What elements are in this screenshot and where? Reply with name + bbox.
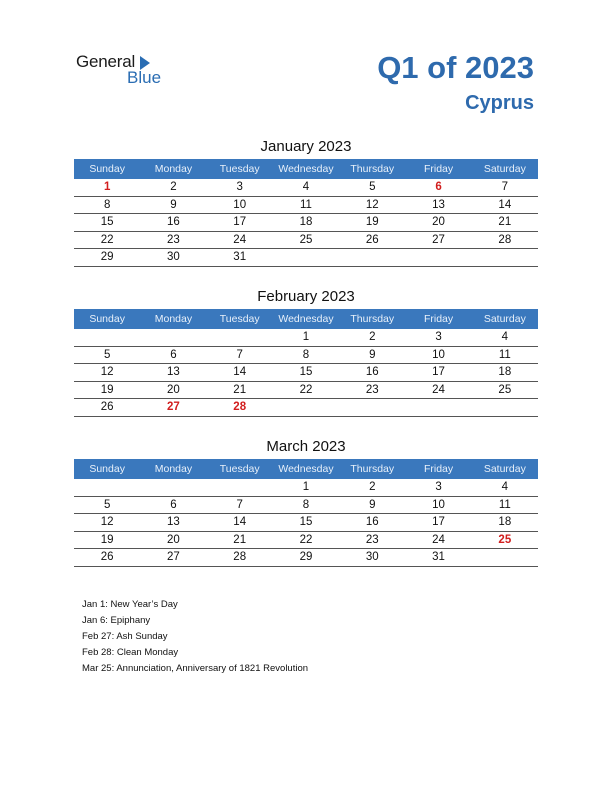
- holiday-note: Feb 27: Ash Sunday: [82, 631, 168, 642]
- day-cell: 26: [365, 233, 379, 246]
- holiday-day-cell: 28: [233, 401, 247, 413]
- day-cell: 19: [365, 216, 379, 228]
- day-cell: 9: [369, 498, 376, 511]
- day-cell: 7: [236, 498, 243, 511]
- day-cell: [339, 249, 405, 266]
- weekday-label: Tuesday: [219, 463, 260, 475]
- day-cell: 20: [167, 383, 180, 396]
- month-title: February 2023: [257, 288, 355, 305]
- week-row: [74, 532, 538, 550]
- day-cell: 5: [369, 181, 376, 193]
- day-cell: [405, 249, 471, 266]
- day-cell: 4: [302, 181, 310, 193]
- month-title: March 2023: [266, 438, 346, 455]
- week-row: [74, 399, 538, 417]
- day-cell: 17: [432, 516, 445, 528]
- week-row: [74, 179, 538, 197]
- day-cell: 9: [170, 198, 177, 211]
- day-cell: 15: [100, 216, 114, 228]
- weekday-label: Tuesday: [219, 313, 260, 325]
- day-cell: 2: [369, 481, 376, 493]
- day-cell: 4: [501, 331, 509, 343]
- day-cell: 8: [302, 348, 310, 361]
- holiday-notes: [82, 597, 308, 677]
- weekday-label: Monday: [154, 463, 193, 475]
- weekday-label: Thursday: [350, 163, 395, 175]
- weekday-header: [74, 159, 538, 179]
- week-row: [74, 197, 538, 215]
- logo-blue-text: Blue: [127, 68, 162, 87]
- day-cell: 2: [369, 331, 376, 343]
- day-cell: 21: [498, 216, 512, 228]
- day-cell: 27: [167, 551, 180, 563]
- day-cell: 12: [100, 516, 114, 528]
- holiday-note: Mar 25: Annunciation, Anniversary of 1821 Revolution: [82, 663, 309, 674]
- day-cell: 6: [170, 498, 177, 511]
- weekday-label: Monday: [154, 313, 193, 325]
- month-block: [74, 437, 538, 567]
- day-cell: 23: [365, 533, 379, 546]
- day-cell: 26: [100, 551, 114, 563]
- day-cell: 3: [435, 331, 442, 343]
- weekday-label: Monday: [154, 163, 193, 175]
- day-cell: 16: [365, 516, 379, 528]
- day-cell: 8: [103, 198, 111, 211]
- week-row: [74, 549, 538, 567]
- week-row: [74, 364, 538, 382]
- country-subtitle: Cyprus: [465, 92, 534, 114]
- day-cell: 9: [369, 348, 376, 361]
- week-row: [74, 249, 538, 267]
- day-cell: 20: [167, 533, 180, 546]
- day-cell: 3: [236, 181, 243, 193]
- day-cell: [472, 399, 538, 416]
- day-cell: 16: [365, 366, 379, 378]
- weekday-header: [74, 309, 538, 329]
- day-cell: 19: [100, 533, 114, 546]
- day-cell: 7: [501, 181, 509, 193]
- day-cell: [140, 329, 206, 346]
- day-cell: [339, 399, 405, 416]
- holiday-note: Jan 6: Epiphany: [82, 615, 151, 626]
- day-cell: 26: [100, 401, 114, 413]
- holiday-day-cell: 25: [498, 533, 512, 546]
- weekday-header: [74, 459, 538, 479]
- day-cell: 8: [302, 498, 310, 511]
- month-block: [74, 137, 538, 267]
- day-cell: 5: [103, 348, 111, 361]
- day-cell: 22: [299, 533, 313, 546]
- day-cell: 23: [167, 233, 180, 246]
- day-cell: 13: [432, 198, 445, 211]
- day-cell: 10: [432, 498, 445, 511]
- day-cell: [140, 479, 206, 496]
- day-cell: 30: [365, 551, 379, 563]
- day-cell: [472, 549, 538, 566]
- week-row: [74, 214, 538, 232]
- month-block: [74, 287, 538, 417]
- day-cell: 28: [498, 233, 512, 246]
- day-cell: 11: [498, 348, 511, 361]
- day-cell: [273, 249, 339, 266]
- day-cell: 12: [100, 366, 114, 378]
- day-cell: 30: [167, 251, 180, 263]
- weekday-label: Thursday: [350, 463, 395, 475]
- holiday-day-cell: 27: [167, 401, 180, 413]
- weekday-label: Friday: [423, 463, 454, 475]
- day-cell: 5: [103, 498, 111, 511]
- month-title: January 2023: [260, 138, 352, 155]
- weekday-label: Friday: [423, 163, 454, 175]
- weekday-label: Tuesday: [219, 163, 260, 175]
- weekday-label: Wednesday: [278, 463, 334, 475]
- day-cell: 31: [233, 251, 247, 263]
- day-cell: 24: [432, 533, 445, 546]
- day-cell: 18: [498, 516, 512, 528]
- day-cell: 22: [299, 383, 313, 396]
- day-cell: 27: [432, 233, 445, 246]
- week-row: [74, 329, 538, 347]
- holiday-note: Feb 28: Clean Monday: [82, 647, 179, 658]
- week-row: [74, 382, 538, 400]
- day-cell: 11: [300, 198, 312, 211]
- week-row: [74, 232, 538, 250]
- brand-logo: [76, 52, 176, 92]
- day-cell: 14: [233, 366, 247, 378]
- logo-general-text: General: [76, 52, 136, 71]
- day-cell: 23: [365, 383, 379, 396]
- week-row: [74, 479, 538, 497]
- day-cell: 29: [100, 251, 114, 263]
- weekday-label: Saturday: [483, 463, 526, 475]
- weekday-label: Sunday: [89, 313, 125, 325]
- day-cell: 4: [501, 481, 509, 493]
- day-cell: 21: [233, 383, 247, 396]
- holiday-day-cell: 6: [435, 181, 442, 193]
- weekday-label: Friday: [423, 313, 454, 325]
- holiday-note: Jan 1: New Year’s Day: [82, 599, 178, 610]
- day-cell: 7: [236, 348, 243, 361]
- day-cell: 6: [170, 348, 177, 361]
- page-title: Q1 of 2023: [377, 50, 534, 85]
- day-cell: 16: [167, 216, 180, 228]
- day-cell: 12: [365, 198, 379, 211]
- weekday-label: Sunday: [89, 163, 125, 175]
- week-row: [74, 514, 538, 532]
- day-cell: 28: [233, 551, 247, 563]
- day-cell: [74, 329, 140, 346]
- day-cell: [405, 399, 471, 416]
- day-cell: 29: [299, 551, 313, 563]
- day-cell: 11: [498, 498, 511, 511]
- day-cell: 3: [435, 481, 442, 493]
- day-cell: 1: [302, 331, 310, 343]
- week-row: [74, 347, 538, 365]
- day-cell: 31: [432, 551, 445, 563]
- day-cell: [472, 249, 538, 266]
- day-cell: 17: [233, 216, 247, 228]
- day-cell: 24: [233, 233, 247, 246]
- weekday-label: Thursday: [350, 313, 395, 325]
- day-cell: 19: [100, 383, 114, 396]
- day-cell: 18: [498, 366, 512, 378]
- holiday-day-cell: 1: [103, 181, 111, 193]
- day-cell: [273, 399, 339, 416]
- day-cell: 14: [233, 516, 247, 528]
- day-cell: 10: [432, 348, 445, 361]
- day-cell: 13: [167, 366, 180, 378]
- weekday-label: Saturday: [483, 163, 526, 175]
- day-cell: [207, 329, 273, 346]
- day-cell: 15: [299, 516, 313, 528]
- day-cell: 25: [299, 233, 313, 246]
- day-cell: [207, 479, 273, 496]
- weekday-label: Sunday: [89, 463, 125, 475]
- day-cell: 24: [432, 383, 445, 396]
- day-cell: 17: [432, 366, 445, 378]
- day-cell: 13: [167, 516, 180, 528]
- day-cell: 22: [100, 233, 114, 246]
- day-cell: 1: [302, 481, 310, 493]
- day-cell: [74, 479, 140, 496]
- day-cell: 14: [498, 198, 512, 211]
- weekday-label: Saturday: [483, 313, 526, 325]
- day-cell: 25: [498, 383, 512, 396]
- day-cell: 21: [233, 533, 247, 546]
- day-cell: 15: [299, 366, 313, 378]
- day-cell: 10: [233, 198, 247, 211]
- weekday-label: Wednesday: [278, 163, 334, 175]
- week-row: [74, 497, 538, 515]
- day-cell: 20: [432, 216, 445, 228]
- day-cell: 18: [299, 216, 313, 228]
- weekday-label: Wednesday: [278, 313, 334, 325]
- day-cell: 2: [170, 181, 177, 193]
